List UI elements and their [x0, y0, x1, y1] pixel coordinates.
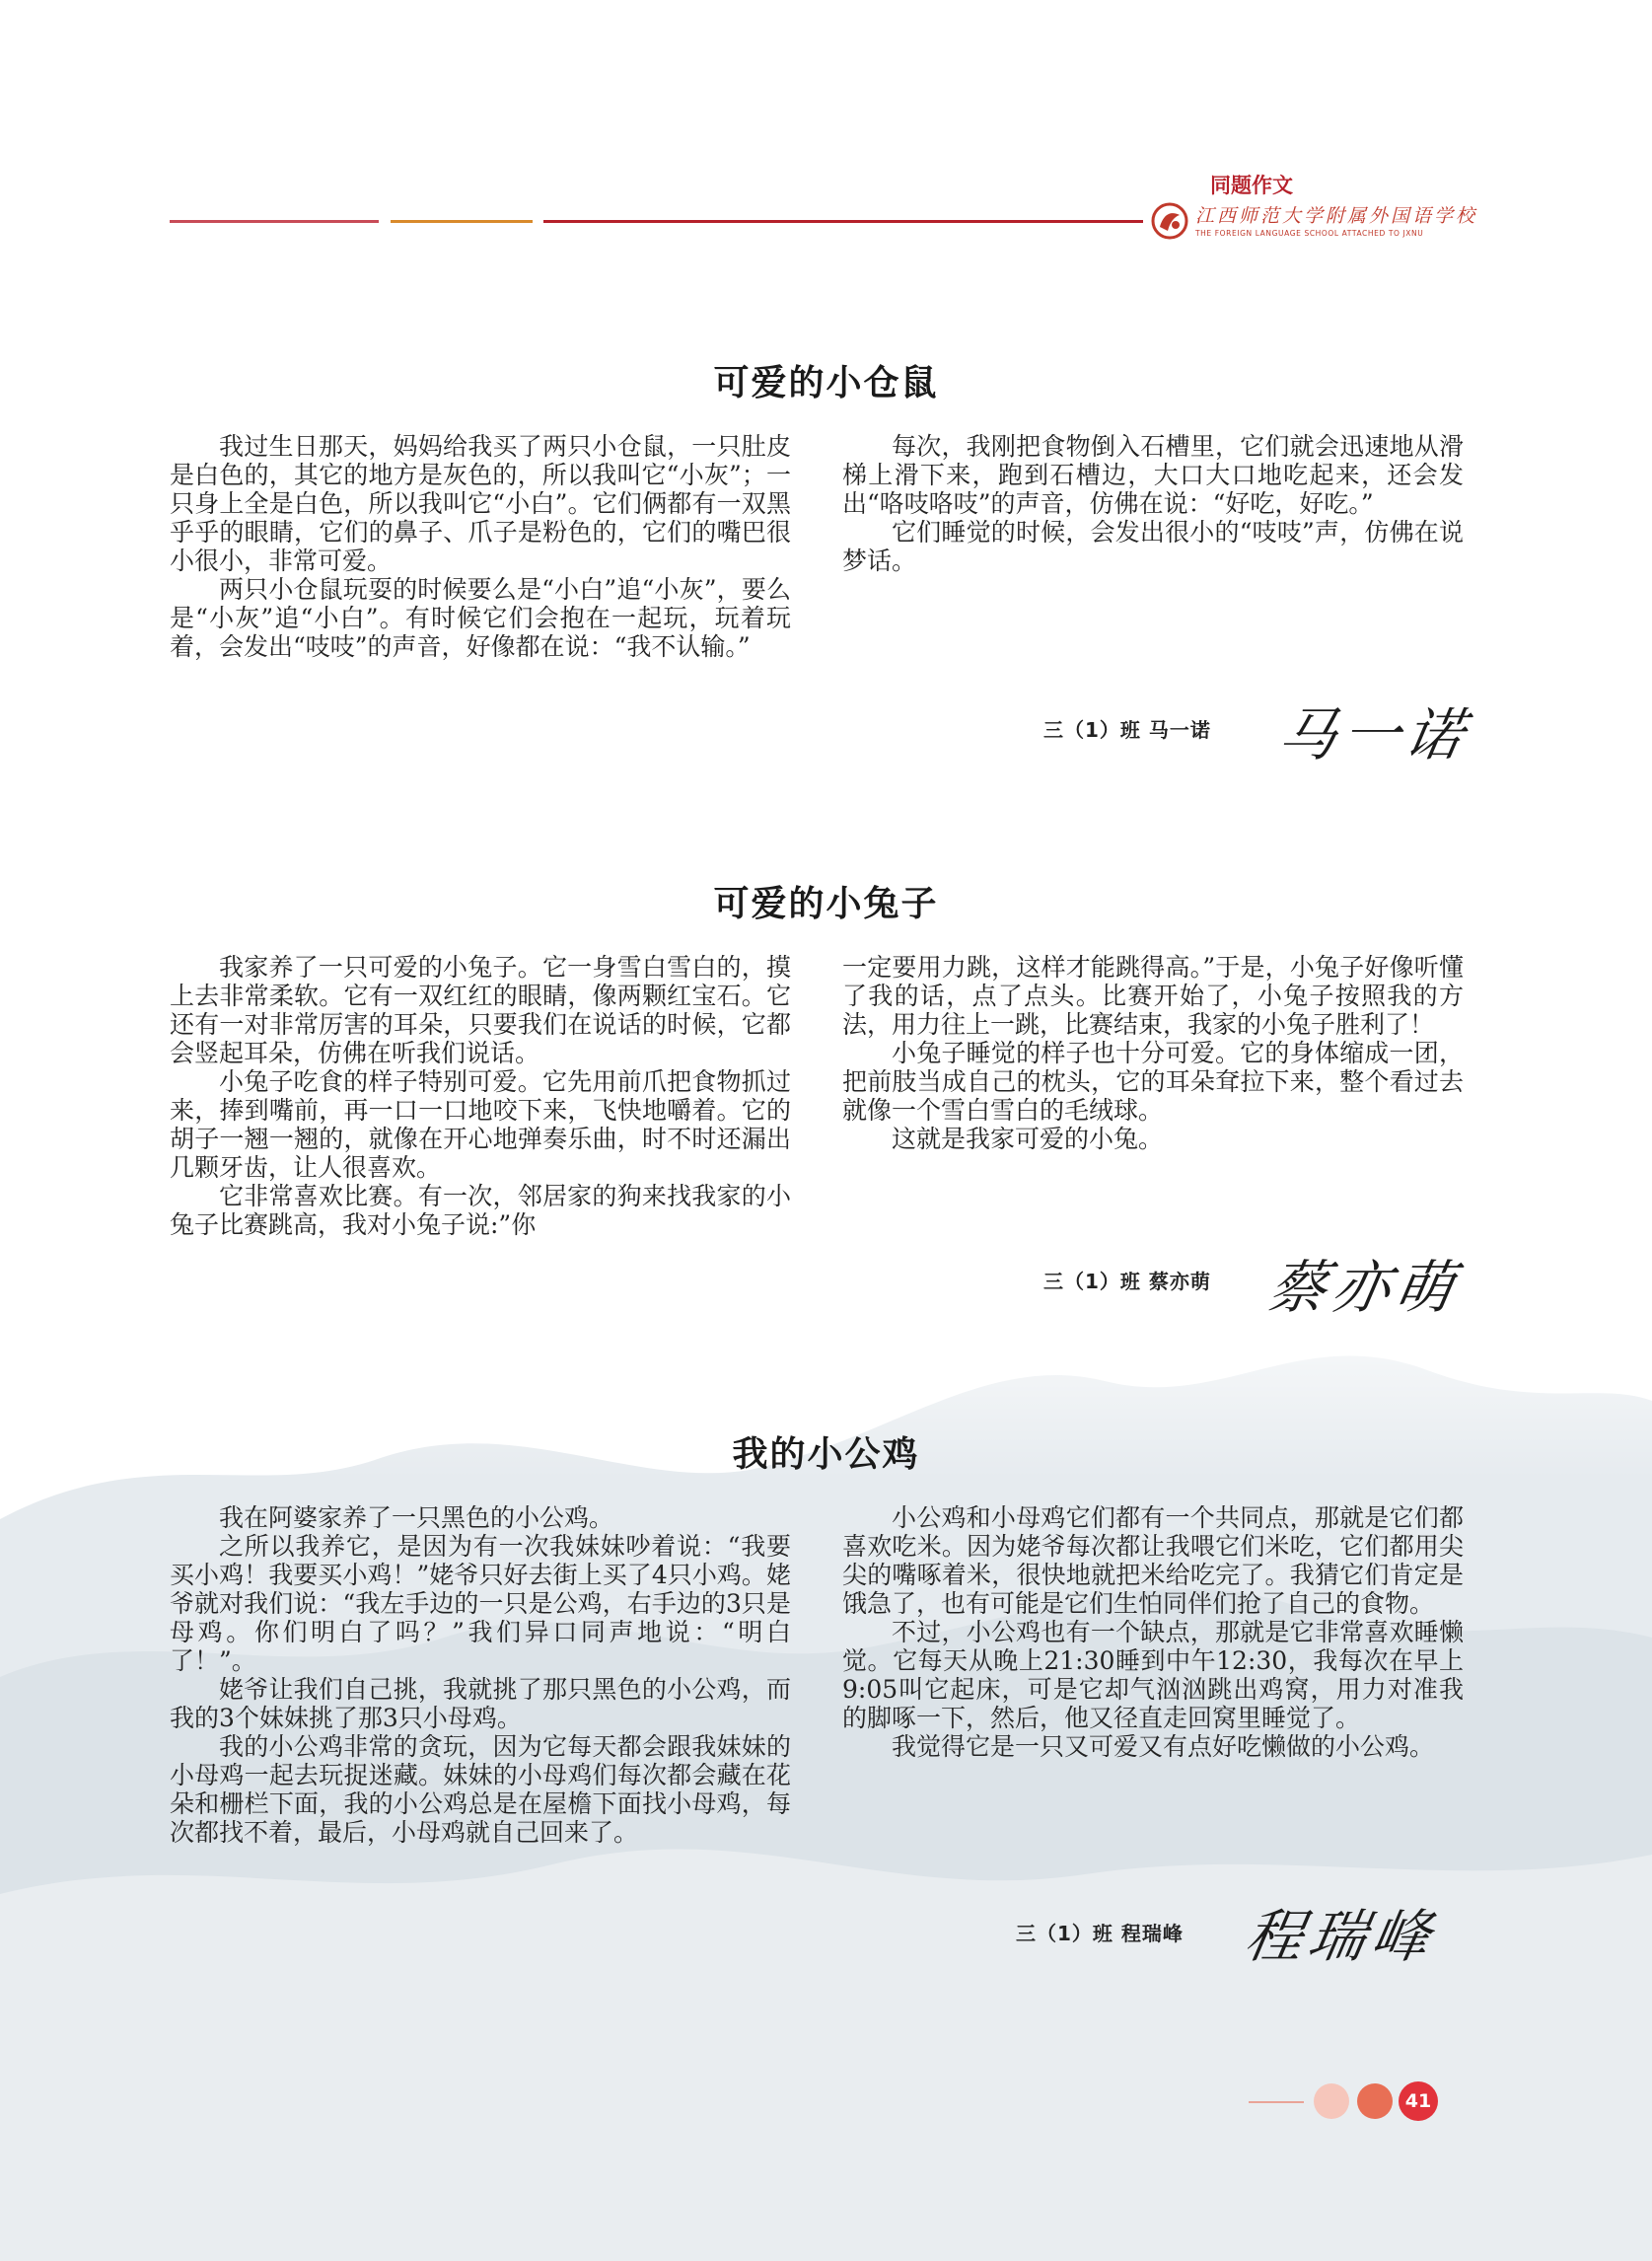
paragraph: 它非常喜欢比赛。有一次，邻居家的狗来找我家的小兔子比赛跳高，我对小兔子说:”你 — [170, 1182, 791, 1239]
author-byline: 三（1）班 蔡亦萌 — [1043, 1270, 1211, 1293]
essay-right-column — [842, 1503, 1464, 1761]
author-signature: 蔡亦萌 — [1263, 1254, 1466, 1321]
paragraph: 小兔子吃食的样子特别可爱。它先用前爪把食物抓过来，捧到嘴前，再一口一口地咬下来，飞快地嚼着。它的胡子一翘一翘的，就像在开心地弹奏乐曲，时不时还漏出几颗牙齿，让人很喜欢。 — [170, 1067, 791, 1182]
paragraph: 我在阿婆家养了一只黑色的小公鸡。 — [219, 1503, 614, 1532]
paragraph: 我的小公鸡非常的贪玩，因为它每天都会跟我妹妹的小母鸡一起去玩捉迷藏。妹妹的小母鸡们每次都会藏在花朵和栅栏下面，我的小公鸡总是在屋檐下面找小母鸡，每次都找不着，最后，小母鸡就自己回来了。 — [170, 1732, 791, 1847]
footer-dot-medium — [1357, 2083, 1393, 2119]
author-signature: 程瑞峰 — [1240, 1903, 1442, 1970]
essay-title: 可爱的小仓鼠 — [713, 363, 939, 403]
paragraph: 不过，小公鸡也有一个缺点，那就是它非常喜欢睡懒觉。它每天从晚上21:30睡到中午12:30，我每次在早上9:05叫它起床，可是它却气汹汹跳出鸡窝，用力对准我的脚啄一下，然后，他又径直走回窝里睡觉了。 — [842, 1618, 1464, 1732]
author-byline: 三（1）班 马一诺 — [1043, 718, 1211, 742]
paragraph: 姥爷让我们自己挑，我就挑了那只黑色的小公鸡，而我的3个妹妹挑了那3只小母鸡。 — [170, 1675, 791, 1732]
essay-right-column — [842, 432, 1464, 575]
essay-left-column — [170, 432, 791, 661]
essay-right-column — [842, 953, 1464, 1153]
essay-left-column — [170, 953, 791, 1239]
paragraph: 两只小仓鼠玩耍的时候要么是“小白”追“小灰”，要么是“小灰”追“小白”。有时候它们会抱在一起玩，玩着玩着，会发出“吱吱”的声音，好像都在说：“我不认输。” — [170, 575, 791, 661]
paragraph: 之所以我养它，是因为有一次我妹妹吵着说：“我要买小鸡！我要买小鸡！”姥爷只好去街上买了4只小鸡。姥爷就对我们说：“我左手边的一只是公鸡，右手边的3只是母鸡。你们明白了吗？”我们异口同声地说：“明白了！”。 — [170, 1532, 791, 1675]
school-name-en: THE FOREIGN LANGUAGE SCHOOL ATTACHED TO JXNU — [1195, 229, 1424, 238]
essay-title: 我的小公鸡 — [732, 1434, 920, 1475]
paragraph: 这就是我家可爱的小兔。 — [892, 1125, 1164, 1153]
section-title: 同题作文 — [1210, 174, 1293, 197]
footer-dot-light — [1314, 2083, 1349, 2119]
essay-title: 可爱的小兔子 — [713, 884, 939, 924]
paragraph: 我觉得它是一只又可爱又有点好吃懒做的小公鸡。 — [892, 1732, 1435, 1761]
essay-left-column — [170, 1503, 791, 1847]
paragraph: 它们睡觉的时候，会发出很小的“吱吱”声，仿佛在说梦话。 — [842, 518, 1464, 575]
author-signature: 马一诺 — [1273, 701, 1475, 768]
paragraph: 我家养了一只可爱的小兔子。它一身雪白雪白的，摸上去非常柔软。它有一双红红的眼睛，像两颗红宝石。它还有一对非常厉害的耳朵，只要我们在说话的时候，它都会竖起耳朵，仿佛在听我们说话。 — [170, 953, 791, 1067]
paragraph: 小兔子睡觉的样子也十分可爱。它的身体缩成一团，把前肢当成自己的枕头，它的耳朵耷拉下来，整个看过去就像一个雪白雪白的毛绒球。 — [842, 1039, 1464, 1125]
school-name-cn: 江西师范大学附属外国语学校 — [1195, 205, 1478, 227]
header-rule-right — [543, 220, 1143, 223]
paragraph-continued: 一定要用力跳，这样才能跳得高。”于是，小兔子好像听懂了我的话，点了点头。比赛开始了，小兔子按照我的方法，用力往上一跳，比赛结束，我家的小兔子胜利了！ — [842, 953, 1464, 1039]
header-rule-left — [170, 220, 379, 223]
paragraph: 我过生日那天，妈妈给我买了两只小仓鼠，一只肚皮是白色的，其它的地方是灰色的，所以我叫它“小灰”；一只身上全是白色，所以我叫它“小白”。它们俩都有一双黑乎乎的眼睛，它们的鼻子、爪子是粉色的，它们的嘴巴很小很小，非常可爱。 — [170, 432, 791, 575]
paragraph: 每次，我刚把食物倒入石槽里，它们就会迅速地从滑梯上滑下来，跑到石槽边，大口大口地吃起来，还会发出“咯吱咯吱”的声音，仿佛在说：“好吃，好吃。” — [842, 432, 1464, 518]
footer-rule — [1249, 2101, 1304, 2103]
school-brand — [1150, 201, 1478, 247]
school-logo-icon — [1150, 201, 1189, 241]
page-number: 41 — [1399, 2081, 1438, 2121]
header-rule-middle — [391, 220, 533, 223]
author-byline: 三（1）班 程瑞峰 — [1016, 1922, 1184, 1945]
paragraph: 小公鸡和小母鸡它们都有一个共同点，那就是它们都喜欢吃米。因为姥爷每次都让我喂它们米吃，它们都用尖尖的嘴啄着米，很快地就把米给吃完了。我猜它们肯定是饿急了，也有可能是它们生怕同伴们抢了自己的食物。 — [842, 1503, 1464, 1618]
